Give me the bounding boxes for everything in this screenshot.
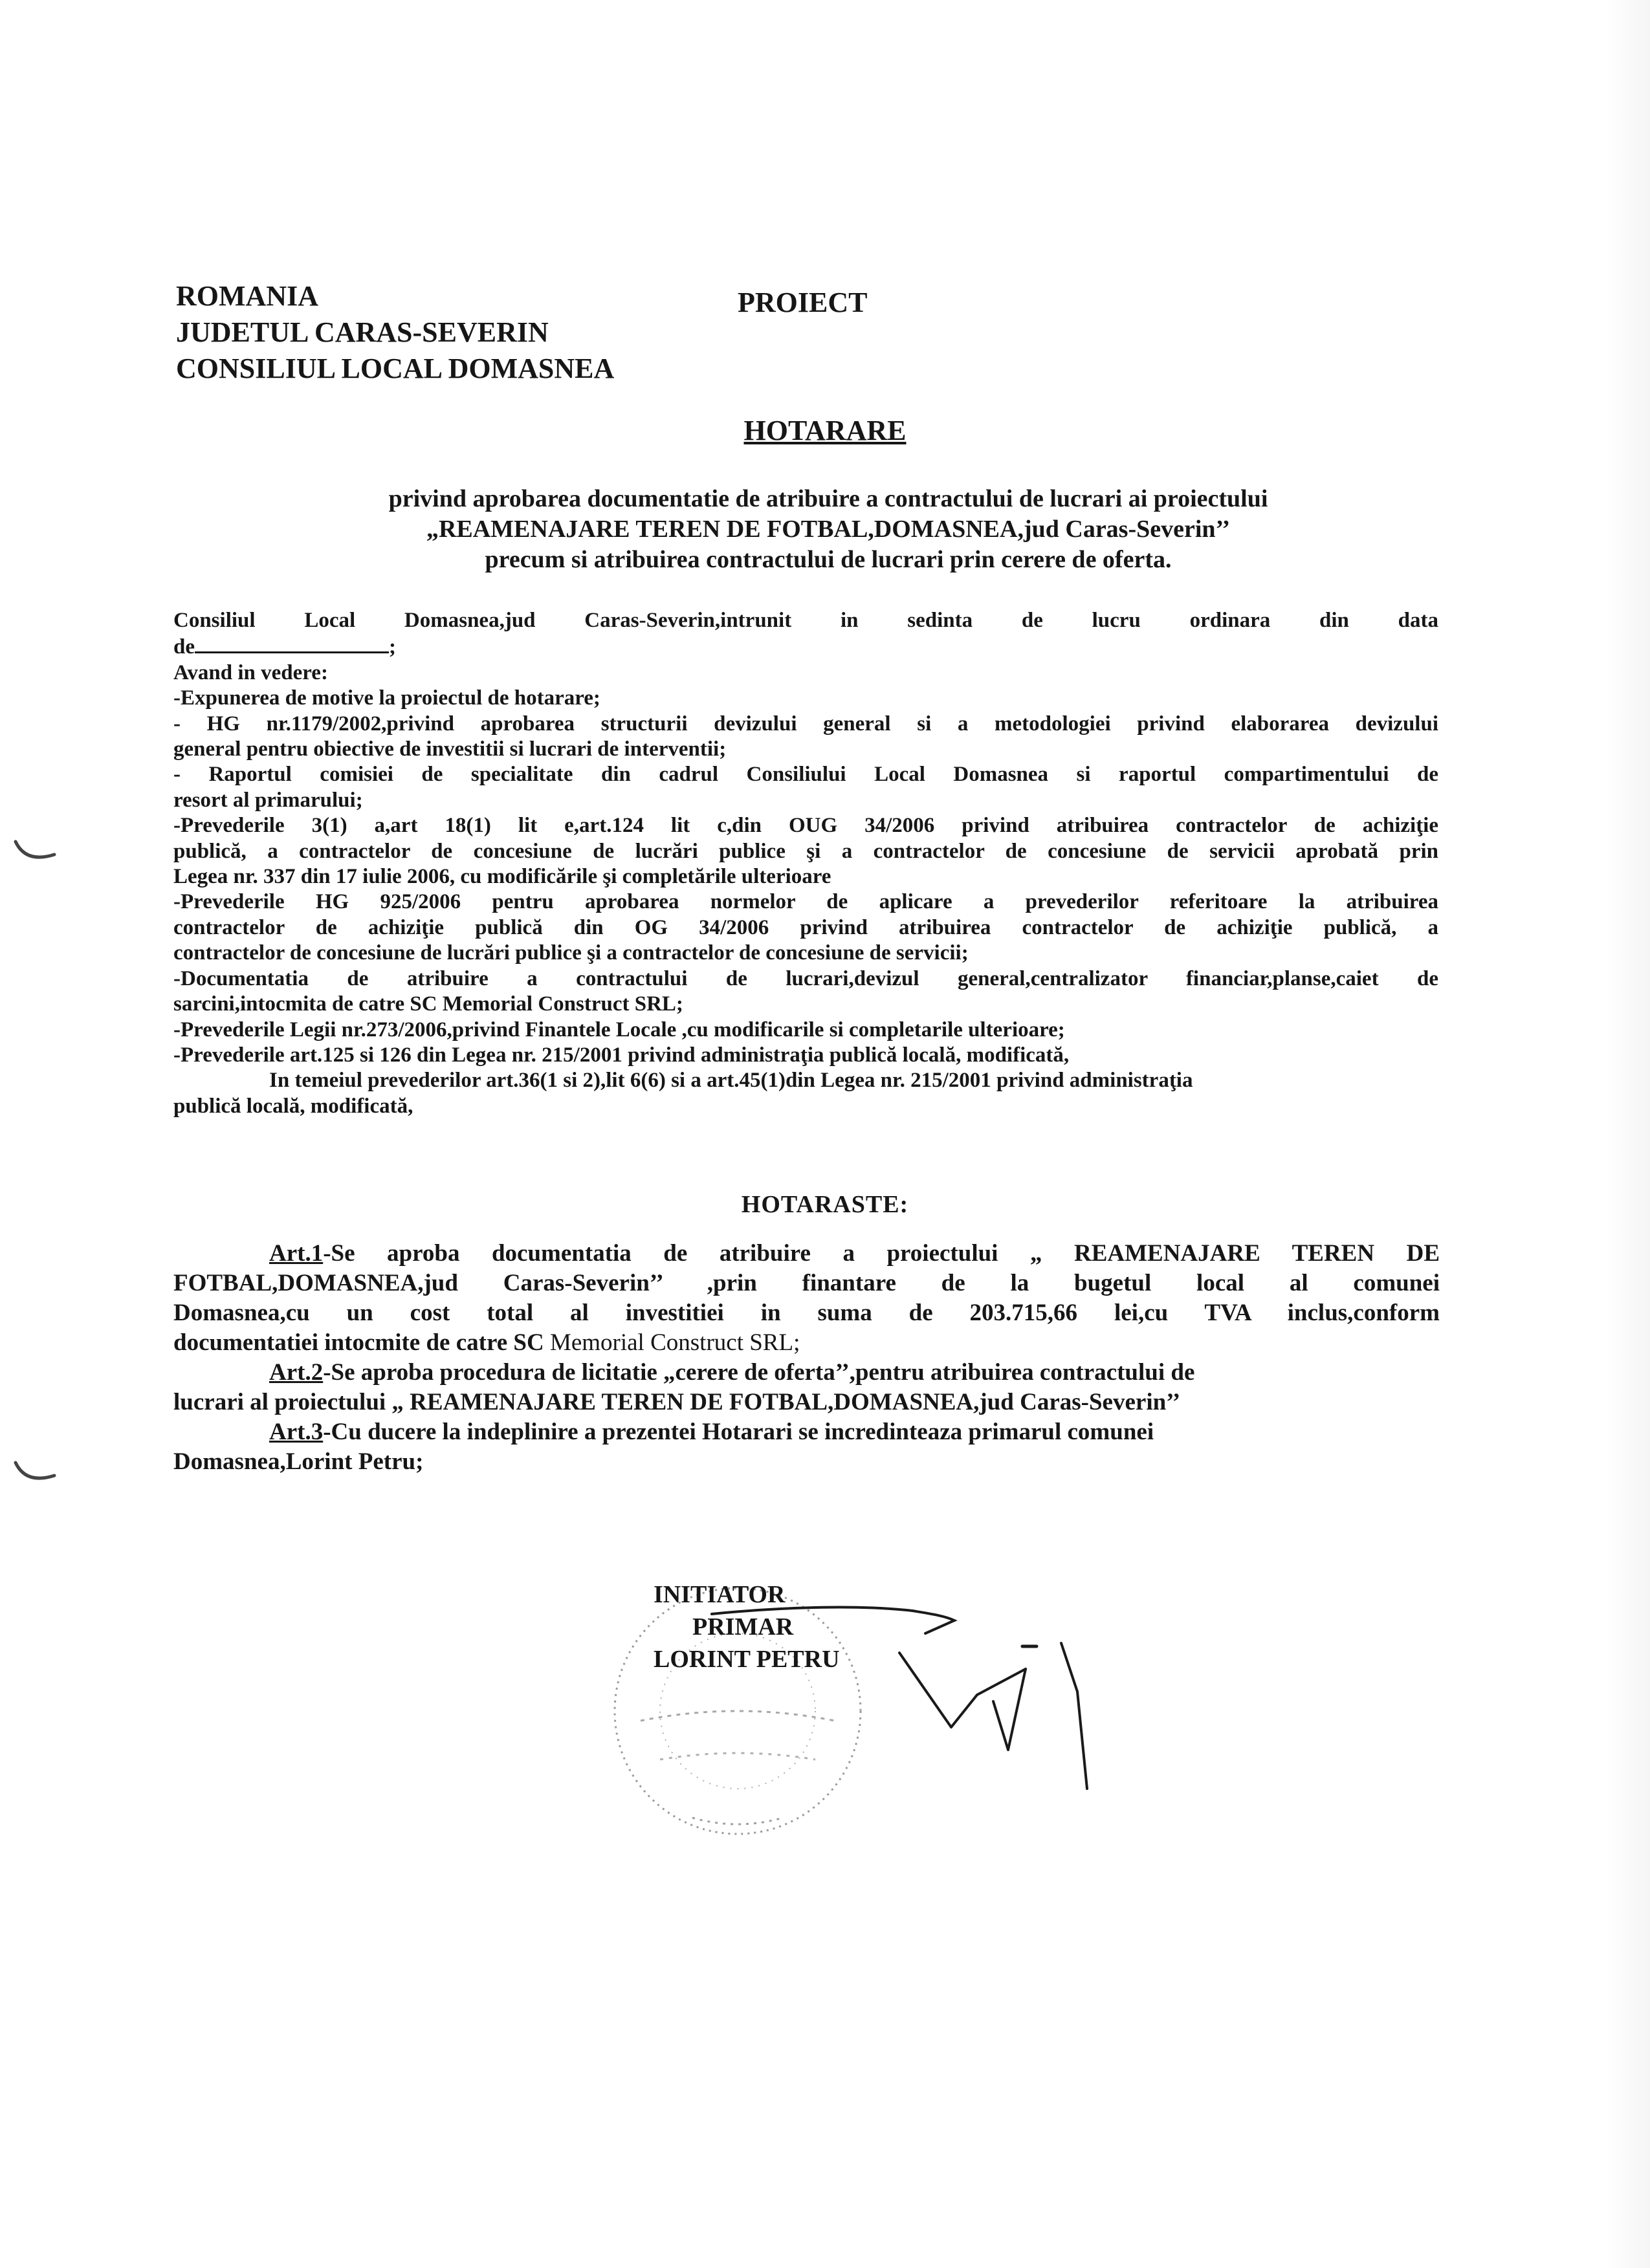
- signatory-name: LORINT PETRU: [654, 1646, 840, 1673]
- article-1-label: Art.1: [269, 1240, 324, 1267]
- article-1-line: [173, 1328, 1440, 1358]
- issuer-council: CONSILIUL LOCAL DOMASNEA: [176, 353, 615, 384]
- decision-heading: HOTARASTE:: [741, 1191, 909, 1218]
- articles: [173, 1239, 1440, 1477]
- document-subject: [194, 484, 1462, 575]
- article-1-text: documentatiei intocmite de catre SC: [173, 1329, 544, 1356]
- legal-basis-statement: In temeiul prevederilor art.36(1 si 2),lit 6(6) si a art.45(1)din Legea nr. 215/2001 privind administraţia: [269, 1069, 1193, 1093]
- article-2-line: lucrari al proiectului „ REAMENAJARE TEREN DE FOTBAL,DOMASNEA,jud Caras-Severin’’: [173, 1389, 1181, 1415]
- signatory-title: PRIMAR: [692, 1613, 794, 1641]
- date-suffix: ;: [389, 635, 396, 659]
- article-1-line: [173, 1239, 1440, 1269]
- legal-basis-item: contractelor de concesiune de lucrări publice şi a contractelor de concesiune de servicii;: [173, 941, 969, 965]
- article-1-line: Domasnea,cu un cost total al investitiei in suma de 203.715,66 lei,cu TVA inclus,conform: [173, 1300, 1440, 1326]
- legal-basis-item: Legea nr. 337 din 17 iulie 2006, cu modificările şi completările ulterioare: [173, 865, 831, 889]
- subject-line: privind aprobarea documentatie de atribuire a contractului de lucrari ai proiectului: [388, 485, 1268, 512]
- legal-basis-item: -Documentatia de atribuire a contractului de lucrari,devizul general,centralizator financiar,planse,caiet de: [173, 966, 1438, 990]
- date-prefix: de: [173, 635, 195, 659]
- article-3-line: [173, 1417, 1440, 1447]
- issuer-block: [176, 278, 614, 387]
- legal-basis-item: sarcini,intocmita de catre SC Memorial Construct SRL;: [173, 992, 683, 1016]
- legal-basis-item: - Raportul comisiei de specialitate din cadrul Consiliului Local Domasnea si raportul compartimentului de: [173, 763, 1438, 787]
- subject-line: precum si atribuirea contractului de lucrari prin cerere de oferta.: [485, 546, 1172, 573]
- article-3-label: Art.3: [269, 1419, 324, 1445]
- subject-line: „REAMENAJARE TEREN DE FOTBAL,DOMASNEA,jud Caras-Severin’’: [426, 516, 1231, 543]
- legal-basis-item: - HG nr.1179/2002,privind aprobarea structurii devizului general si a metodologiei privind elaborarea devizului: [173, 712, 1438, 736]
- issuer-county: JUDETUL CARAS-SEVERIN: [176, 316, 549, 348]
- legal-basis-item: contractelor de achiziţie publică din OG 34/2006 privind atribuirea contractelor de achiziţie publică, a: [173, 915, 1438, 939]
- issuer-country: ROMANIA: [176, 280, 318, 312]
- meeting-date-line: [173, 633, 1438, 660]
- article-2-text: -Se aproba procedura de licitatie „cerere de oferta’’,pentru atribuirea contractului de: [323, 1359, 1195, 1386]
- document-title: HOTARARE: [743, 415, 907, 446]
- article-3-text: -Cu ducere la indeplinire a prezentei Hotarari se incredinteaza primarul comunei: [323, 1419, 1154, 1445]
- punch-hole-mark: [13, 838, 58, 866]
- date-blank: [195, 633, 389, 653]
- article-3-line: Domasnea,Lorint Petru;: [173, 1448, 424, 1475]
- legal-basis-item: general pentru obiective de investitii si lucrari de interventii;: [173, 737, 727, 761]
- handwritten-signature: [699, 1585, 1100, 1798]
- preamble: [173, 608, 1438, 1119]
- page-edge-shadow: [1605, 0, 1650, 2268]
- legal-basis-item: -Prevederile Legii nr.273/2006,privind Finantele Locale ,cu modificarile si completarile ulterioare;: [173, 1018, 1065, 1041]
- legal-basis-statement-end: publică locală, modificată,: [173, 1094, 413, 1118]
- punch-hole-mark: [13, 1459, 58, 1487]
- article-2-label: Art.2: [269, 1359, 324, 1386]
- signatory-role: INITIATOR: [654, 1581, 786, 1608]
- legal-basis-item: publică, a contractelor de concesiune de lucrări publice şi a contractelor de concesiune de servicii aprobată prin: [173, 839, 1438, 863]
- article-1-text: -Se aproba documentatia de atribuire a proiectului „ REAMENAJARE TEREN DE: [323, 1240, 1440, 1267]
- considering-heading: Avand in vedere:: [173, 660, 328, 684]
- legal-basis-item: -Prevederile 3(1) a,art 18(1) lit e,art.124 lit c,din OUG 34/2006 privind atribuirea contractelor de achiziţie: [173, 814, 1438, 838]
- document-status: PROIECT: [738, 287, 868, 318]
- article-2-line: [173, 1358, 1440, 1388]
- contractor-name: Memorial Construct SRL;: [549, 1329, 800, 1356]
- legal-basis-item: -Expunerea de motive la proiectul de hotarare;: [173, 686, 600, 710]
- legal-basis-item: -Prevederile HG 925/2006 pentru aprobarea normelor de aplicare a prevederilor referitoare la atribuirea: [173, 890, 1438, 914]
- preamble-opening: Consiliul Local Domasnea,jud Caras-Severin,intrunit in sedinta de lucru ordinara din data: [173, 609, 1438, 632]
- article-1-line: FOTBAL,DOMASNEA,jud Caras-Severin’’ ,prin finantare de la bugetul local al comunei: [173, 1270, 1440, 1296]
- legal-basis-item: resort al primarului;: [173, 788, 363, 812]
- legal-basis-item: -Prevederile art.125 si 126 din Legea nr. 215/2001 privind administraţia publică locală, modificată,: [173, 1043, 1070, 1067]
